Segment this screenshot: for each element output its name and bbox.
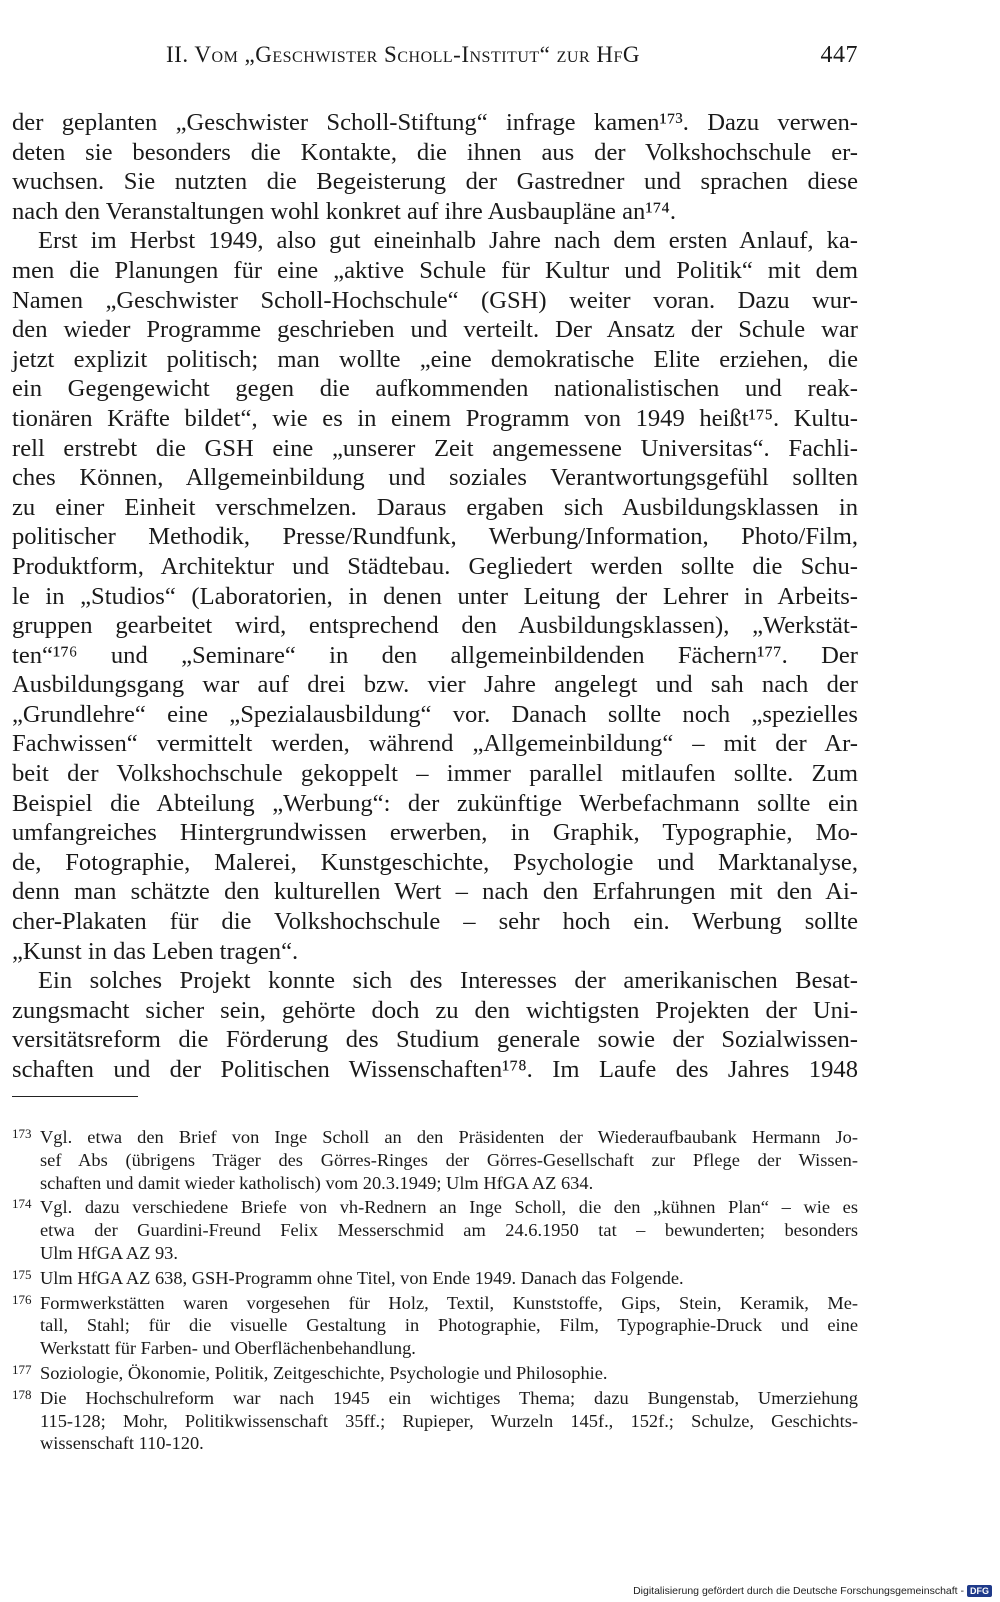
body-line: Produktform, Architektur und Städtebau. Gegliedert werden sollte die Schu- xyxy=(12,552,858,580)
body-line: Namen „Geschwister Scholl-Hochschule“ (GSH) weiter voran. Dazu wur- xyxy=(12,286,858,314)
footnote xyxy=(12,1362,858,1385)
body-line: beit der Volkshochschule gekoppelt – immer parallel mitlaufen sollte. Zum xyxy=(12,760,858,788)
footnote xyxy=(12,1126,858,1194)
page-number: 447 xyxy=(820,42,858,68)
digitization-text: Digitalisierung gefördert durch die Deutsche Forschungsgemeinschaft - xyxy=(633,1585,964,1597)
body-line: le in „Studios“ (Laboratorien, in denen unter Leitung der Lehrer in Arbeits- xyxy=(12,582,858,610)
body-line: Ein solches Projekt konnte sich des Interesses der amerikanischen Besat- xyxy=(38,967,858,995)
footnote xyxy=(12,1387,858,1455)
body-line: ches Können, Allgemeinbildung und soziales Verantwortungsgefühl sollten xyxy=(12,464,858,492)
body-line: men die Planungen für eine „aktive Schule für Kultur und Politik“ mit dem xyxy=(12,256,858,284)
body-line: ten“¹⁷⁶ und „Seminare“ in den allgemeinbildenden Fächern¹⁷⁷. Der xyxy=(12,641,858,669)
footnote-line: Vgl. dazu verschiedene Briefe von vh-Rednern an Inge Scholl, die den „kühnen Plan“ – wie es xyxy=(40,1197,858,1218)
footnote xyxy=(12,1292,858,1360)
footnote-number: 174 xyxy=(12,1196,32,1212)
footnote-line: Formwerkstätten waren vorgesehen für Holz, Textil, Kunststoffe, Gips, Stein, Keramik, Me- xyxy=(40,1292,858,1313)
footnote-line: Ulm HfGA AZ 93. xyxy=(40,1242,178,1263)
body-line: Erst im Herbst 1949, also gut eineinhalb Jahre nach dem ersten Anlauf, ka- xyxy=(38,227,858,255)
body-line: tionären Kräfte bildet“, wie es in einem Programm von 1949 heißt¹⁷⁵. Kultu- xyxy=(12,404,858,432)
footnote-line: Werkstatt für Farben- und Oberflächenbehandlung. xyxy=(40,1338,416,1359)
digitization-credit xyxy=(633,1585,992,1597)
body-line: umfangreiches Hintergrundwissen erwerben, in Graphik, Typographie, Mo- xyxy=(12,819,858,847)
body-line: schaften und der Politischen Wissenschaften¹⁷⁸. Im Laufe des Jahres 1948 xyxy=(12,1056,858,1083)
footnote-number: 176 xyxy=(12,1291,32,1307)
footnote-line: schaften und damit wieder katholisch) vom 20.3.1949; Ulm HfGA AZ 634. xyxy=(40,1172,594,1193)
body-text xyxy=(12,108,858,1085)
body-line: Fachwissen“ vermittelt werden, während „Allgemeinbildung“ – mit der Ar- xyxy=(12,730,858,758)
footnote-number: 173 xyxy=(12,1126,32,1141)
footnote-line: sef Abs (übrigens Träger des Görres-Ringes der Görres-Gesellschaft zur Pflege der Wissen- xyxy=(40,1149,858,1170)
footnote-line: Vgl. etwa den Brief von Inge Scholl an den Präsidenten der Wiederaufbaubank Hermann Jo- xyxy=(40,1127,858,1147)
footnote-line: 115-128; Mohr, Politikwissenschaft 35ff.; Rupieper, Wurzeln 145f., 152f.; Schulze, Geschichts- xyxy=(40,1410,858,1431)
body-line: cher-Plakaten für die Volkshochschule – sehr hoch ein. Werbung sollte xyxy=(12,908,858,936)
body-line: nach den Veranstaltungen wohl konkret auf ihre Ausbaupläne an¹⁷⁴. xyxy=(12,197,676,225)
footnote-line: Ulm HfGA AZ 638, GSH-Programm ohne Titel, von Ende 1949. Danach das Folgende. xyxy=(40,1267,684,1288)
body-line: zu einer Einheit verschmelzen. Daraus ergaben sich Ausbildungsklassen in xyxy=(12,493,858,521)
body-line: zungsmacht sicher sein, gehörte doch zu den wichtigsten Projekten der Uni- xyxy=(12,996,858,1024)
footnote-line: Die Hochschulreform war nach 1945 ein wichtiges Thema; dazu Bungenstab, Umerziehung xyxy=(40,1387,858,1408)
footnote-line: etwa der Guardini-Freund Felix Messerschmid am 24.6.1950 tat – bewunderten; besonders xyxy=(40,1220,858,1241)
body-line: rell erstrebt die GSH eine „unserer Zeit angemessene Universitas“. Fachli- xyxy=(12,434,858,462)
body-line: wuchsen. Sie nutzten die Begeisterung der Gastredner und sprachen diese xyxy=(12,168,858,196)
footnote xyxy=(12,1196,858,1264)
body-line: versitätsreform die Förderung des Studium generale sowie der Sozialwissen- xyxy=(12,1026,858,1054)
footnotes xyxy=(12,1126,858,1457)
footnote-divider xyxy=(12,1096,138,1097)
body-line: deten sie besonders die Kontakte, die ihnen aus der Volkshochschule er- xyxy=(12,138,858,166)
page-header xyxy=(166,42,858,69)
body-line: denn man schätzte den kulturellen Wert – nach den Erfahrungen mit den Ai- xyxy=(12,878,858,906)
footnote-number: 178 xyxy=(12,1386,32,1402)
body-line: Ausbildungsgang war auf drei bzw. vier Jahre angelegt und sah nach der xyxy=(12,671,858,699)
body-line: „Grundlehre“ eine „Spezialausbildung“ vor. Danach sollte noch „spezielles xyxy=(12,700,858,728)
body-line: der geplanten „Geschwister Scholl-Stiftung“ infrage kamen¹⁷³. Dazu verwen- xyxy=(12,109,858,136)
running-title: II. Vom „Geschwister Scholl-Institut“ zur HfG xyxy=(166,42,640,67)
body-line: gruppen gearbeitet wird, entsprechend den Ausbildungsklassen), „Werkstät- xyxy=(12,612,858,640)
footnote-line: wissenschaft 110-120. xyxy=(40,1433,204,1454)
footnote-line: tall, Stahl; für die visuelle Gestaltung in Photographie, Film, Typographie-Druck und eine xyxy=(40,1315,858,1336)
footnote-line: Soziologie, Ökonomie, Politik, Zeitgeschichte, Psychologie und Philosophie. xyxy=(40,1362,608,1383)
body-line: Beispiel die Abteilung „Werbung“: der zukünftige Werbefachmann sollte ein xyxy=(12,789,858,817)
footnote xyxy=(12,1267,858,1290)
body-line: den wieder Programme geschrieben und verteilt. Der Ansatz der Schule war xyxy=(12,316,858,344)
dfg-logo: DFG xyxy=(967,1585,992,1597)
body-line: „Kunst in das Leben tragen“. xyxy=(12,937,299,965)
footnote-number: 177 xyxy=(12,1361,32,1377)
body-line: ein Gegengewicht gegen die aufkommenden nationalistischen und reak- xyxy=(12,375,858,403)
footnote-number: 175 xyxy=(12,1266,32,1282)
body-line: politischer Methodik, Presse/Rundfunk, Werbung/Information, Photo/Film, xyxy=(12,523,858,551)
body-line: jetzt explizit politisch; man wollte „eine demokratische Elite erziehen, die xyxy=(12,345,858,373)
body-line: de, Fotographie, Malerei, Kunstgeschichte, Psychologie und Marktanalyse, xyxy=(12,848,858,876)
